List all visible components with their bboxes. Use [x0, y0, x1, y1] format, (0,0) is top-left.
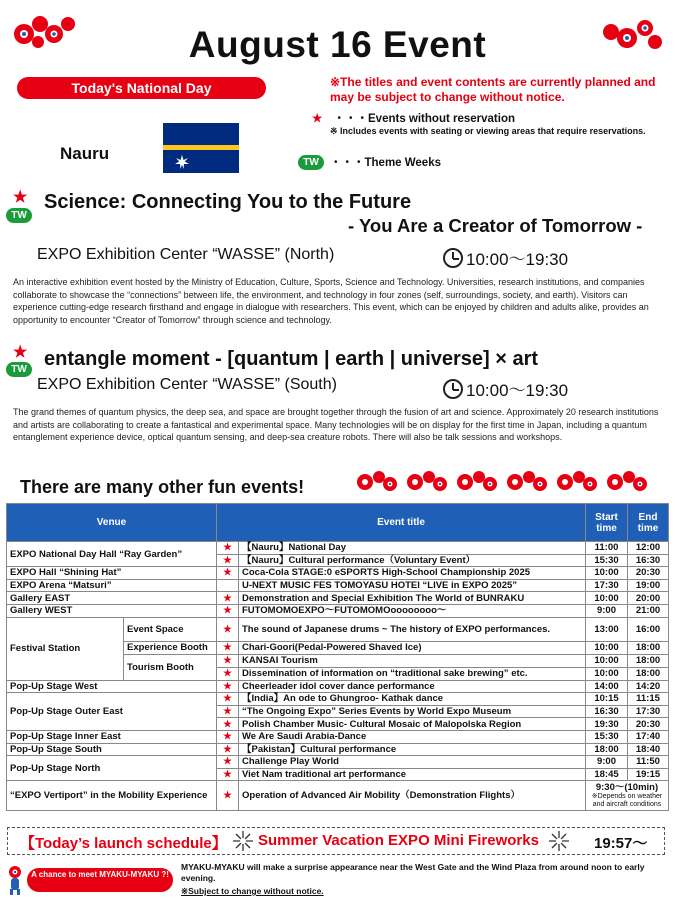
venue-cell: Pop-Up Stage Inner East — [7, 730, 217, 743]
legend-tw-text: ・・・Theme Weeks — [330, 157, 441, 169]
end-cell: 11:50 — [628, 756, 669, 769]
event-cell: FUTOMOMOEXPO～FUTOMOMOoooooooo～ — [239, 604, 586, 617]
star-icon: ★ — [217, 654, 239, 667]
header-start: Start time — [586, 504, 628, 542]
header-event: Event title — [217, 504, 586, 542]
table-row — [7, 680, 669, 693]
launch-time: 19:57～ — [594, 835, 648, 852]
festival-sub-tourism: Tourism Booth — [127, 661, 194, 673]
star-icon: ★ — [217, 680, 239, 693]
myaku-mascot-icon — [455, 468, 501, 496]
end-cell: 20:30 — [628, 567, 669, 580]
venue-cell: Pop-Up Stage North — [7, 756, 217, 781]
star-icon: ★ — [217, 768, 239, 781]
start-cell: 16:30 — [586, 705, 628, 718]
start-cell: 9:30～(10min) — [595, 782, 659, 794]
star-icon: ★ — [217, 743, 239, 756]
star-icon: ★ — [217, 781, 239, 811]
start-cell: 18:00 — [586, 743, 628, 756]
header-venue: Venue — [7, 504, 217, 542]
end-cell: 16:00 — [628, 617, 669, 641]
event-cell: Viet Nam traditional art performance — [239, 768, 586, 781]
myaku-note: ※Subject to change without notice. — [181, 886, 324, 896]
national-day-country: Nauru — [60, 144, 110, 163]
firework-icon — [548, 830, 570, 857]
star-icon: ★ — [217, 667, 239, 680]
myaku-badge: A chance to meet MYAKU-MYAKU ?! — [27, 868, 173, 892]
table-row — [7, 592, 669, 605]
tw-badge: TW — [298, 155, 324, 170]
star-icon: ★ — [217, 756, 239, 769]
legend-star-text: ・・・Events without reservation — [333, 113, 515, 125]
start-cell: 10:00 — [586, 667, 628, 680]
myaku-mascot-icon — [505, 468, 551, 496]
venue-cell: EXPO National Day Hall “Ray Garden” — [7, 542, 217, 567]
star-icon: ★ — [13, 344, 28, 361]
myaku-figure-icon — [4, 864, 26, 896]
vertiport-time-cell — [586, 781, 669, 811]
start-cell: 9:00 — [586, 756, 628, 769]
table-row — [7, 730, 669, 743]
event-cell: U-NEXT MUSIC FES TOMOYASU HOTEI “LIVE in EXPO 2025” — [239, 579, 586, 592]
start-cell: 11:00 — [586, 542, 628, 555]
start-cell: 10:00 — [586, 592, 628, 605]
star-icon — [217, 579, 239, 592]
venue-cell: “EXPO Vertiport” in the Mobility Experience — [7, 781, 217, 811]
event-cell: We Are Saudi Arabia-Dance — [239, 730, 586, 743]
start-cell: 10:00 — [586, 567, 628, 580]
event1-time-row — [443, 245, 568, 270]
venue-cell-festival — [7, 617, 217, 680]
start-cell: 10:00 — [586, 654, 628, 667]
end-cell: 16:30 — [628, 554, 669, 567]
venue-cell: Pop-Up Stage Outer East — [7, 693, 217, 731]
legend-star-note: ※ Includes events with seating or viewing areas that require reservations. — [330, 126, 646, 136]
other-events-heading: There are many other fun events! — [20, 477, 305, 497]
star-icon: ★ — [217, 705, 239, 718]
end-cell: 17:30 — [628, 705, 669, 718]
star-icon: ★ — [13, 189, 28, 206]
table-row — [7, 781, 669, 811]
star-icon: ★ — [217, 567, 239, 580]
myaku-mascot-icon — [555, 468, 601, 496]
event1-subtitle: - You Are a Creator of Tomorrow - — [348, 215, 643, 236]
table-row — [7, 604, 669, 617]
legend-theme-weeks — [298, 154, 441, 170]
event-cell: “The Ongoing Expo” Series Events by World Expo Museum — [239, 705, 586, 718]
myaku-mascot-icon — [355, 468, 401, 496]
star-icon: ★ — [217, 542, 239, 555]
venue-cell: Pop-Up Stage South — [7, 743, 217, 756]
mascot-row — [355, 468, 651, 496]
star-icon: ★ — [217, 592, 239, 605]
events-table — [6, 503, 669, 811]
launch-label: 【Today’s launch schedule】 — [20, 835, 227, 852]
table-row — [7, 617, 669, 641]
event-cell: 【Nauru】Cultural performance（Voluntary Event） — [239, 554, 586, 567]
star-icon: ★ — [217, 642, 239, 655]
festival-sub-experience: Experience Booth — [124, 642, 216, 655]
venue-cell: EXPO Arena “Matsuri” — [7, 579, 217, 592]
clock-icon — [443, 248, 463, 268]
end-cell: 14:20 — [628, 680, 669, 693]
launch-event: Summer Vacation EXPO Mini Fireworks — [258, 832, 539, 849]
event2-time: 10:00～19:30 — [466, 381, 569, 400]
end-cell: 21:00 — [628, 604, 669, 617]
clock-icon — [443, 379, 463, 399]
start-cell: 14:00 — [586, 680, 628, 693]
star-icon: ★ — [217, 617, 239, 641]
event-cell: Polish Chamber Music- Cultural Mosaic of Malopolska Region — [239, 718, 586, 731]
weather-note: ※Depends on weather and aircraft conditions — [591, 793, 663, 809]
table-row — [7, 693, 669, 706]
table-header-row — [7, 504, 669, 542]
venue-cell: Gallery WEST — [7, 604, 217, 617]
page-title: August 16 Event — [188, 24, 487, 65]
event1-venue: EXPO Exhibition Center “WASSE” (North) — [37, 246, 335, 263]
star-icon: ★ — [217, 693, 239, 706]
event-cell: 【Pakistan】Cultural performance — [239, 743, 586, 756]
event-cell: 【Nauru】National Day — [239, 542, 586, 555]
venue-cell: Gallery EAST — [7, 592, 217, 605]
table-row — [7, 756, 669, 769]
end-cell: 18:00 — [628, 642, 669, 655]
event-cell: Cheerleader idol cover dance performance — [239, 680, 586, 693]
event-cell: The sound of Japanese drums ~ The history of EXPO performances. — [239, 617, 586, 641]
star-icon: ★ — [217, 718, 239, 731]
event2-description: The grand themes of quantum physics, the deep sea, and space are brought together through the fusion of art and science. Approximately 20 research institutions and artists are collaborating to create a fantastical and experimental space. Many technologies will be on display for the first time in Japan, including a quantum entanglement experience device, optical quantum sensing, and deep-sea creature robots. There will also be talk sessions and workshops. — [13, 407, 659, 442]
start-cell: 19:30 — [586, 718, 628, 731]
legend-star — [312, 110, 515, 126]
start-cell: 17:30 — [586, 579, 628, 592]
venue-cell: EXPO Hall “Shining Hat” — [7, 567, 217, 580]
table-row — [7, 567, 669, 580]
start-cell: 10:15 — [586, 693, 628, 706]
start-cell: 18:45 — [586, 768, 628, 781]
myaku-text: MYAKU-MYAKU will make a surprise appearance near the West Gate and the Wind Plaza from around noon to early evening. — [181, 862, 645, 883]
event-cell: Coca-Cola STAGE:0 eSPORTS High-School Championship 2025 — [239, 567, 586, 580]
event1-description: An interactive exhibition event hosted by the Ministry of Education, Culture, Sports, Science and Technology. Universities, research institutions, and companies collaborate to showcase the “connections” between life, the environment, and technology in four zones (self, surroundings, society, and earth). Visitors can experience cutting-edge research firsthand and engage in dialogue with researchers. This event, which can be enjoyed by children and adults alike, provides an opportunity to encounter “Creator of Tomorrow” through science and technology. — [13, 277, 649, 325]
header-end: End time — [628, 504, 669, 542]
event-cell: Dissemination of information on “traditional sake brewing” etc. — [239, 667, 586, 680]
event-cell: Operation of Advanced Air Mobility（Demonstration Flights） — [239, 781, 586, 811]
start-cell: 15:30 — [586, 730, 628, 743]
event-cell: Challenge Play World — [239, 756, 586, 769]
start-cell: 9:00 — [586, 604, 628, 617]
event2-venue: EXPO Exhibition Center “WASSE” (South) — [37, 376, 337, 393]
nauru-flag-icon — [163, 123, 239, 173]
star-icon: ★ — [217, 604, 239, 617]
firework-icon — [232, 830, 254, 852]
end-cell: 17:40 — [628, 730, 669, 743]
end-cell: 18:00 — [628, 654, 669, 667]
table-row — [7, 743, 669, 756]
table-row — [7, 579, 669, 592]
myaku-mascot-icon — [405, 468, 451, 496]
end-cell: 19:00 — [628, 579, 669, 592]
end-cell: 12:00 — [628, 542, 669, 555]
table-row — [7, 542, 669, 555]
event-cell: Chari-Goori(Pedal-Powered Shaved Ice) — [239, 642, 586, 655]
festival-venue: Festival Station — [7, 618, 124, 680]
end-cell: 18:40 — [628, 743, 669, 756]
end-cell: 18:00 — [628, 667, 669, 680]
event1-time: 10:00～19:30 — [466, 250, 569, 269]
event1-title: Science: Connecting You to the Future — [44, 191, 412, 213]
tw-badge: TW — [6, 362, 32, 377]
end-cell: 20:00 — [628, 592, 669, 605]
start-cell: 10:00 — [586, 642, 628, 655]
end-cell: 19:15 — [628, 768, 669, 781]
tw-badge: TW — [6, 208, 32, 223]
festival-sub-event-space: Event Space — [124, 618, 216, 642]
start-cell: 15:30 — [586, 554, 628, 567]
venue-cell: Pop-Up Stage West — [7, 680, 217, 693]
star-icon: ★ — [217, 554, 239, 567]
event-cell: KANSAI Tourism — [239, 654, 586, 667]
star-icon: ★ — [217, 730, 239, 743]
start-cell: 13:00 — [586, 617, 628, 641]
event2-title: entangle moment - [quantum | earth | universe] × art — [44, 348, 539, 370]
event-cell: Demonstration and Special Exhibition The World of BUNRAKU — [239, 592, 586, 605]
myaku-mascot-icon — [605, 468, 651, 496]
event2-time-row — [443, 376, 568, 401]
national-day-badge: Today's National Day — [17, 77, 266, 99]
end-cell: 11:15 — [628, 693, 669, 706]
end-cell: 20:30 — [628, 718, 669, 731]
change-notice: ※The titles and event contents are currently planned and may be subject to change without notice. — [330, 75, 656, 104]
star-icon: ★ — [312, 113, 323, 125]
event-cell: 【India】An ode to Ghungroo- Kathak dance — [239, 693, 586, 706]
